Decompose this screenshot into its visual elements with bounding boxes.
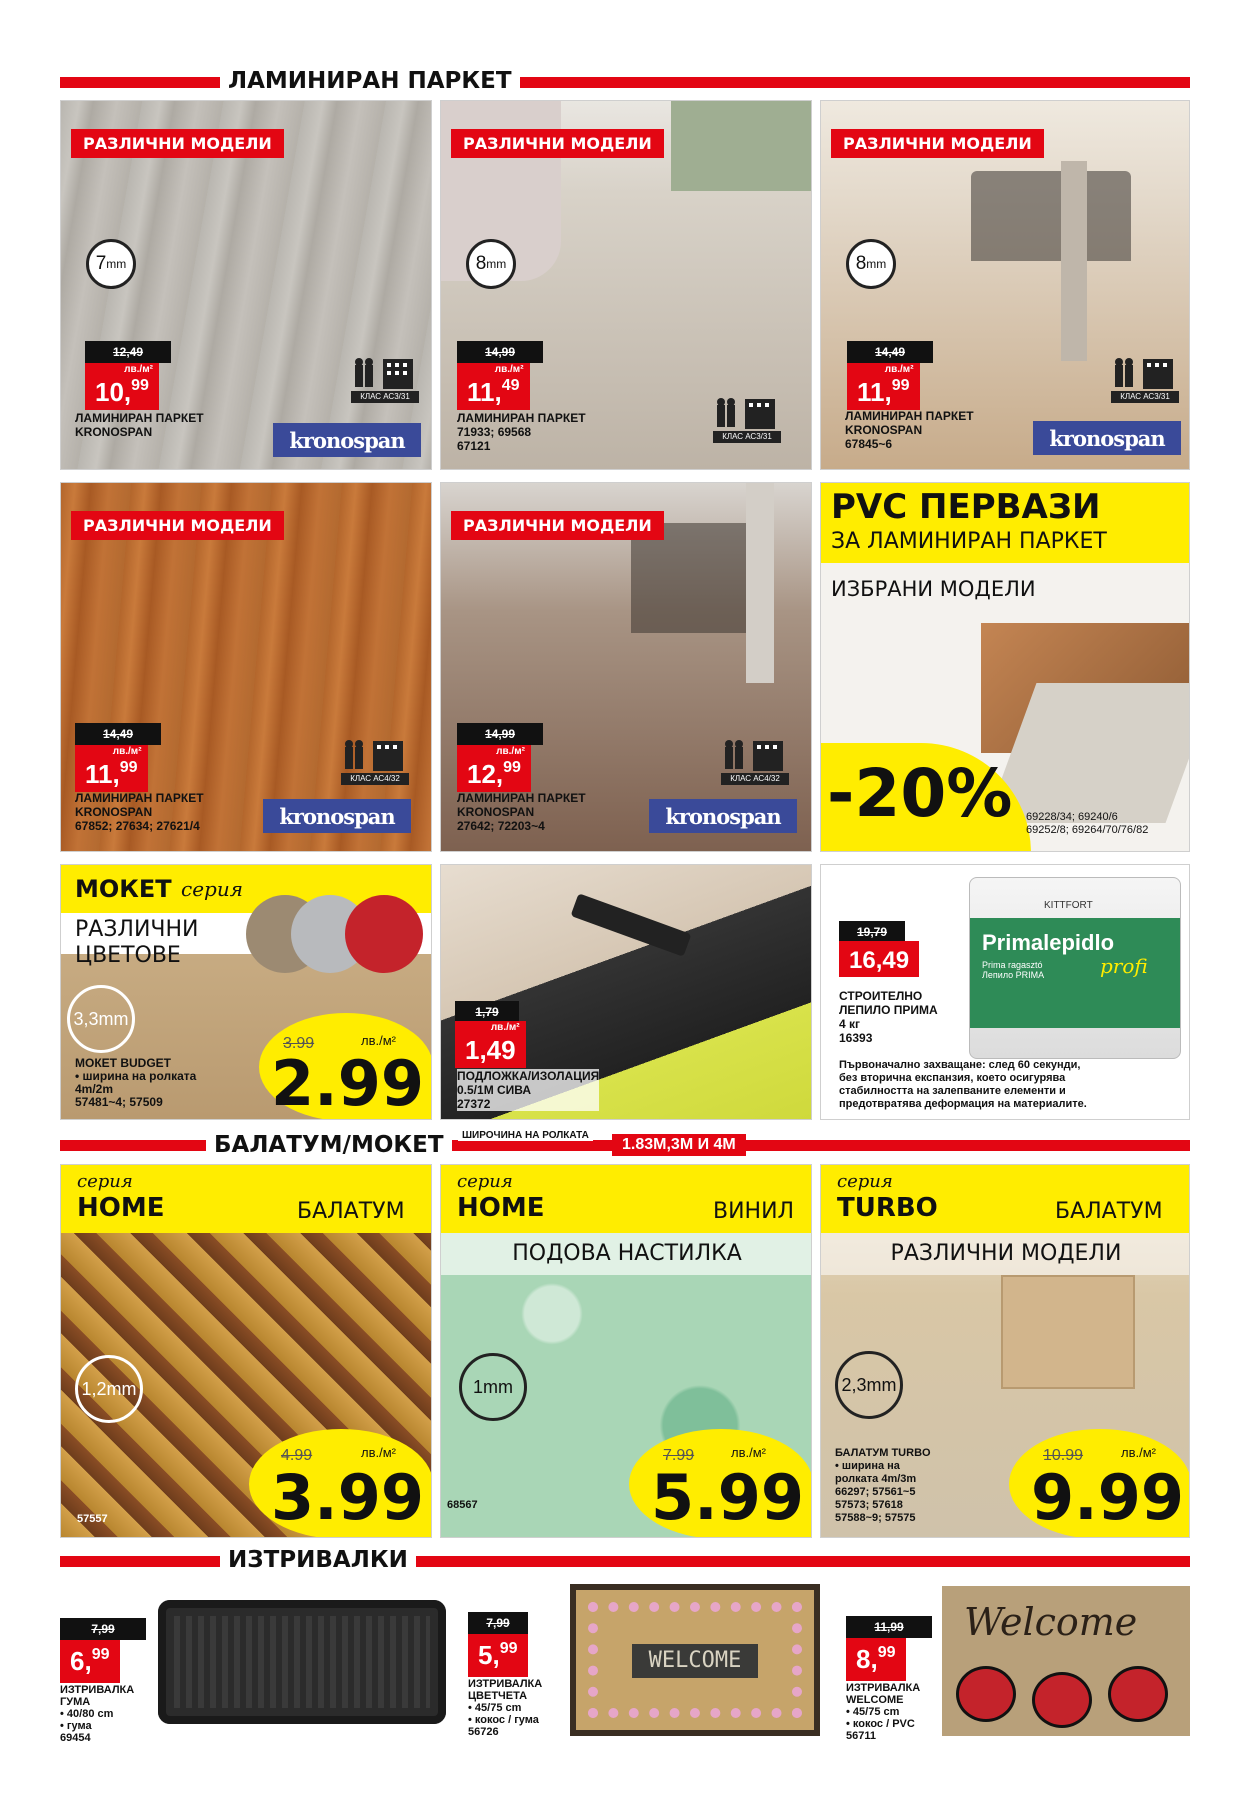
class-badge: КЛАС АС3/31 <box>1111 357 1179 403</box>
mat-new-price: 6,99 <box>60 1640 120 1683</box>
kitchen-image <box>1001 1275 1135 1389</box>
thickness-badge: 3,3mm <box>67 985 135 1053</box>
mat-card-3[interactable] <box>846 1580 1190 1740</box>
various-models-tag: РАЗЛИЧНИ МОДЕЛИ <box>831 129 1044 158</box>
pvc-codes: 69228/34; 69240/6 69252/8; 69264/70/76/82 <box>1026 811 1149 836</box>
mat-name: ИЗТРИВАЛКА ГУМА • 40/80 cm • гума 69454 <box>60 1684 135 1744</box>
old-price: 14,99 <box>457 341 543 363</box>
old-price: 14,99 <box>457 723 543 745</box>
various-models-tag: РАЗЛИЧНИ МОДЕЛИ <box>71 129 284 158</box>
carpet-old-price: 3.99 <box>283 1035 315 1052</box>
glue-description: Първоначално захващане: след 60 секунди, без вторична експанзия, което осигурява стабилността на залепваните елементи и предотвратява деформация на материалите. <box>839 1059 1087 1110</box>
floor-card-1[interactable] <box>60 1164 432 1538</box>
kronospan-logo: kronospan <box>263 799 411 833</box>
mat-name: ИЗТРИВАЛКА ЦВЕТЧЕТА • 45/75 cm • кокос / гума 56726 <box>468 1678 543 1738</box>
floor-new-price: 3.99 <box>271 1461 424 1534</box>
product-name: ЛАМИНИРАН ПАРКЕТ 71933; 69568 67121 <box>457 411 586 453</box>
mat-new-price: 8,99 <box>846 1638 906 1681</box>
thickness-badge: 1,2mm <box>75 1355 143 1423</box>
class-badge: КЛАС АС4/32 <box>721 739 789 785</box>
flower-mat-image <box>570 1584 820 1736</box>
floor-new-price: 5.99 <box>651 1461 804 1534</box>
series-label: серия <box>77 1171 133 1192</box>
laminate-card-4[interactable] <box>60 482 432 852</box>
glue-bucket <box>969 877 1181 1059</box>
ladybug-icon <box>1108 1666 1168 1722</box>
mat-old-price: 7,99 <box>468 1612 528 1634</box>
floor-kind: ВИНИЛ <box>713 1199 795 1224</box>
roll-width-value: 1.83М,3М И 4М <box>612 1134 746 1156</box>
floor-name: БАЛАТУМ TURBO • ширина на ролката 4m/3m 66297; 57561~5 57573; 57618 57588~9; 57575 <box>835 1447 931 1524</box>
kronospan-logo: kronospan <box>1033 421 1181 455</box>
mat-name: ИЗТРИВАЛКА WELCOME • 45/75 cm • кокос / PVC 56711 <box>846 1682 921 1742</box>
underlay-old-price: 1,79 <box>455 1001 519 1023</box>
glue-brand-top: KITTFORT <box>1044 900 1093 911</box>
thickness-badge: 7 mm <box>86 239 136 289</box>
floor-card-2[interactable] <box>440 1164 812 1538</box>
carpet-colors: РАЗЛИЧНИ ЦВЕТОВЕ <box>75 917 199 968</box>
dining-set-shape <box>971 171 1131 261</box>
old-price: 14,49 <box>75 723 161 745</box>
section-title-laminate: ЛАМИНИРАН ПАРКЕТ <box>220 66 520 96</box>
mat-old-price: 11,99 <box>846 1616 932 1638</box>
various-models-tag: РАЗЛИЧНИ МОДЕЛИ <box>71 511 284 540</box>
kronospan-logo: kronospan <box>273 423 421 457</box>
various-models-tag: РАЗЛИЧНИ МОДЕЛИ <box>451 129 664 158</box>
pvc-skirting-card[interactable] <box>820 482 1190 852</box>
floor-new-price: 9.99 <box>1031 1461 1184 1534</box>
roll-width-label: ШИРОЧИНА НА РОЛКАТА <box>458 1130 593 1141</box>
floor-kind: БАЛАТУМ <box>297 1199 405 1224</box>
new-price: лв./м² 11,99 <box>75 745 148 792</box>
laminate-card-5[interactable] <box>440 482 812 852</box>
old-price: 14,49 <box>847 341 933 363</box>
mat-welcome-script: Welcome <box>964 1600 1138 1644</box>
kronospan-logo: kronospan <box>649 799 797 833</box>
mat-card-1[interactable] <box>60 1580 450 1744</box>
underlay-name: ПОДЛОЖКА/ИЗОЛАЦИЯ 0.5/1М СИВА 27372 <box>457 1069 600 1111</box>
pvc-subtitle: ЗА ЛАМИНИРАН ПАРКЕТ <box>831 529 1107 554</box>
glue-new-price: 16,49 <box>839 941 919 977</box>
floor-unit: лв./м² <box>361 1445 396 1460</box>
product-name: ЛАМИНИРАН ПАРКЕТ KRONOSPAN 27642; 72203~4 <box>457 791 586 833</box>
carpet-unit: лв./м² <box>361 1033 396 1048</box>
window-shape <box>671 101 812 191</box>
product-name: ЛАМИНИРАН ПАРКЕТ KRONOSPAN 67852; 27634; 27621/4 <box>75 791 204 833</box>
carpet-series: серия <box>181 877 243 901</box>
floor-old-price: 7.99 <box>663 1447 695 1464</box>
floor-old-price: 10.99 <box>1043 1447 1084 1464</box>
series-line: TURBO <box>837 1193 938 1223</box>
glue-brand: Primalepidlo <box>982 930 1115 955</box>
mat-welcome-text: WELCOME <box>632 1644 758 1678</box>
glue-old-price: 19,79 <box>839 921 905 943</box>
carpet-swatch-red <box>345 895 423 973</box>
hammer-image <box>571 893 692 957</box>
glue-brand-small: Prima ragasztó Лепило PRIMA <box>982 960 1045 980</box>
series-line: HOME <box>77 1193 165 1223</box>
floor-unit: лв./м² <box>1121 1445 1156 1460</box>
mat-pattern <box>174 1616 430 1708</box>
product-name: ЛАМИНИРАН ПАРКЕТ KRONOSPAN <box>75 411 204 439</box>
floor-code: 68567 <box>447 1499 478 1511</box>
new-price: лв./м² 11,49 <box>457 363 530 410</box>
old-price: 12,49 <box>85 341 171 363</box>
product-name: ЛАМИНИРАН ПАРКЕТ KRONOSPAN 67845~6 <box>845 409 974 451</box>
section-title-flooring: БАЛАТУМ/МОКЕТ <box>206 1130 452 1160</box>
ladybug-icon <box>956 1666 1016 1722</box>
thickness-badge: 1mm <box>459 1353 527 1421</box>
rubber-mat-image <box>158 1600 446 1724</box>
laminate-card-3[interactable] <box>820 100 1190 470</box>
ladybug-icon <box>1032 1672 1092 1728</box>
carpet-name: МОКЕТ BUDGET • ширина на ролката 4m/2m 57481~4; 57509 <box>75 1056 197 1109</box>
new-price: лв./м² 11,99 <box>847 363 920 410</box>
laminate-card-1[interactable] <box>60 100 432 470</box>
series-label: серия <box>837 1171 893 1192</box>
mat-new-price: 5,99 <box>468 1634 528 1677</box>
floor-sub: РАЗЛИЧНИ МОДЕЛИ <box>821 1233 1190 1275</box>
column-shape <box>746 483 774 683</box>
carpet-card[interactable] <box>60 864 432 1120</box>
thickness-badge: 2,3mm <box>835 1351 903 1419</box>
column-shape <box>1061 161 1087 361</box>
thickness-badge: 8 mm <box>466 239 516 289</box>
section-title-mats: ИЗТРИВАЛКИ <box>220 1545 416 1575</box>
class-badge: КЛАС АС3/31 <box>351 357 419 403</box>
class-badge: КЛАС АС3/31 <box>713 397 781 443</box>
floor-sub: ПОДОВА НАСТИЛКА <box>441 1233 812 1275</box>
pvc-title: PVC ПЕРВАЗИ <box>831 487 1101 527</box>
floor-card-3[interactable] <box>820 1164 1190 1538</box>
new-price: лв./м² 10,99 <box>85 363 159 410</box>
glue-brand-sub: profi <box>1100 954 1148 978</box>
floor-kind: БАЛАТУМ <box>1055 1199 1163 1224</box>
discount-label: -20% <box>827 755 1013 832</box>
class-badge: КЛАС АС4/32 <box>341 739 409 785</box>
glue-card[interactable] <box>820 864 1190 1120</box>
pvc-selected-models: ИЗБРАНИ МОДЕЛИ <box>831 577 1036 601</box>
series-line: HOME <box>457 1193 545 1223</box>
floor-old-price: 4.99 <box>281 1447 313 1464</box>
ladybug-mat-image <box>942 1586 1190 1736</box>
floor-unit: лв./м² <box>731 1445 766 1460</box>
various-models-tag: РАЗЛИЧНИ МОДЕЛИ <box>451 511 664 540</box>
underlay-new-price: лв./м² 1,49 <box>455 1021 526 1068</box>
glue-name: СТРОИТЕЛНО ЛЕПИЛО ПРИМА 4 кг 16393 <box>839 989 938 1045</box>
carpet-new-price: 2.99 <box>271 1047 424 1120</box>
mat-card-2[interactable] <box>468 1580 828 1740</box>
laminate-card-2[interactable] <box>440 100 812 470</box>
thickness-badge: 8 mm <box>846 239 896 289</box>
underlay-card[interactable] <box>440 864 812 1120</box>
new-price: лв./м² 12,99 <box>457 745 531 792</box>
series-label: серия <box>457 1171 513 1192</box>
carpet-title: МОКЕТ <box>75 875 172 903</box>
floor-code: 57557 <box>77 1513 108 1525</box>
mat-old-price: 7,99 <box>60 1618 146 1640</box>
